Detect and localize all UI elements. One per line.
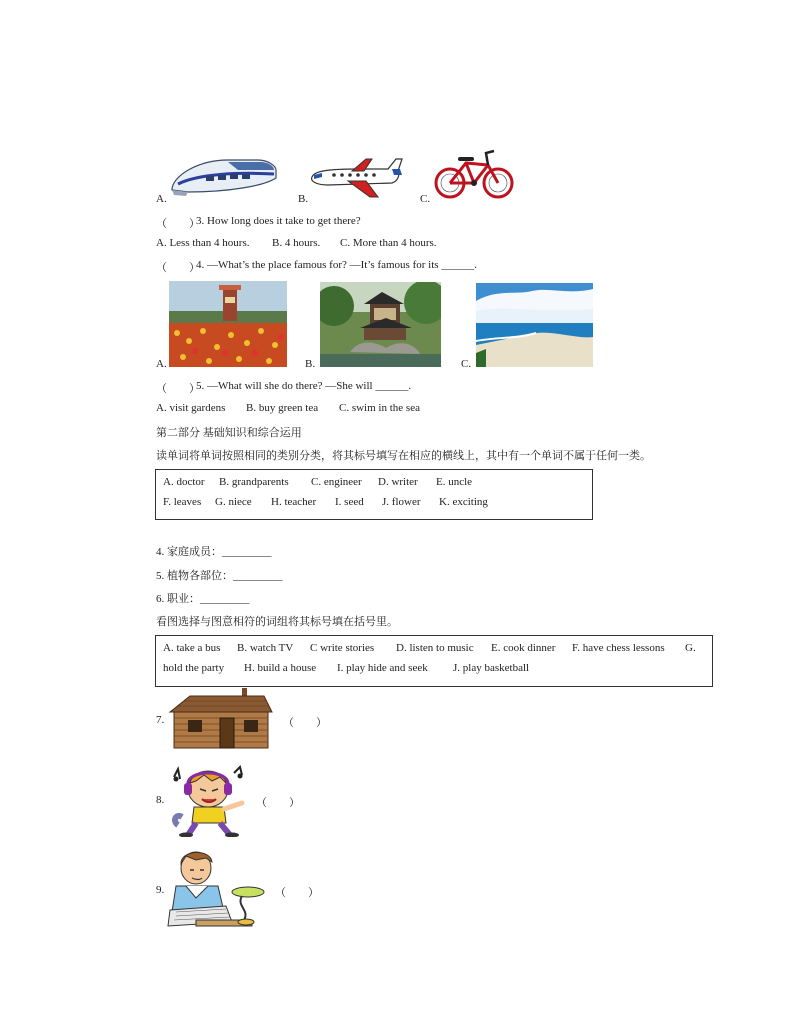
q3-option-a: A. Less than 4 hours. [156,237,250,249]
answer-paren[interactable]: （ ） [156,383,200,395]
phrase-item: D. listen to music [396,642,474,654]
word-item: A. doctor [163,476,205,488]
family-members-blank[interactable]: 4. 家庭成员：_________ [156,546,272,558]
question-4-text: 4. —What’s the place famous for? —It’s famous for its ______. [196,259,478,271]
item-number: 9. [156,884,165,896]
answer-paren[interactable]: （ ） [156,218,200,230]
word-item: H. teacher [271,496,317,508]
phrase-item: C write stories [310,642,375,654]
phrase-item: hold the party [163,662,225,674]
chinese-garden-pavilion-photo-icon [320,282,441,367]
answer-paren[interactable]: （ ） [275,887,319,899]
q5-option-a: A. visit gardens [156,402,226,414]
q3-option-c: C. More than 4 hours. [340,237,437,249]
section-heading: 第二部分 基础知识和综合运用 [156,427,302,439]
airplane-icon [308,153,404,201]
word-item: J. flower [382,496,421,508]
phrase-item: I. play hide and seek [337,662,428,674]
item-number: 7. [156,714,165,726]
question-5-text: 5. —What will she do there? —She will ______. [196,380,412,392]
high-speed-train-icon [168,152,278,198]
phrase-item: F. have chess lessons [572,642,665,654]
boy-listening-music-icon [168,765,252,837]
phrase-item: J. play basketball [453,662,530,674]
phrase-item: A. take a bus [163,642,221,654]
flower-garden-photo-icon [169,281,287,367]
picture-matching-instruction: 看图选择与图意相符的词组将其标号填在括号里。 [156,616,398,628]
word-item: F. leaves [163,496,202,508]
word-item: G. niece [215,496,252,508]
phrase-item: E. cook dinner [491,642,556,654]
word-item: C. engineer [311,476,362,488]
phrase-item: B. watch TV [237,642,294,654]
boy-playing-chess-icon [166,846,266,930]
wooden-house-icon [168,688,274,750]
jobs-blank[interactable]: 6. 职业：_________ [156,593,250,605]
q5-option-b: B. buy green tea [246,402,319,414]
word-item: I. seed [335,496,364,508]
question-3-text: 3. How long does it take to get there? [196,215,361,227]
bicycle-icon [434,147,514,201]
phrase-item: H. build a house [244,662,317,674]
q4-option-b-label: B. [305,358,316,370]
answer-paren[interactable]: （ ） [156,262,200,274]
option-c-label: C. [420,193,431,205]
item-number: 8. [156,794,165,806]
phrase-item: G. [685,642,696,654]
q4-option-c-label: C. [461,358,472,370]
answer-paren[interactable]: （ ） [283,717,327,729]
q4-option-a-label: A. [156,358,167,370]
word-item: D. writer [378,476,418,488]
word-item: K. exciting [439,496,488,508]
classification-instruction: 读单词将单词按照相同的类别分类，将其标号填写在相应的横线上，其中有一个单词不属于任何一类。 [156,450,651,462]
q5-option-c: C. swim in the sea [339,402,420,414]
option-b-label: B. [298,193,309,205]
word-item: B. grandparents [219,476,289,488]
option-a-label: A. [156,193,167,205]
word-item: E. uncle [436,476,473,488]
plant-parts-blank[interactable]: 5. 植物各部位：_________ [156,570,283,582]
beach-sea-photo-icon [476,283,593,367]
answer-paren[interactable]: （ ） [256,797,300,809]
q3-option-b: B. 4 hours. [272,237,321,249]
